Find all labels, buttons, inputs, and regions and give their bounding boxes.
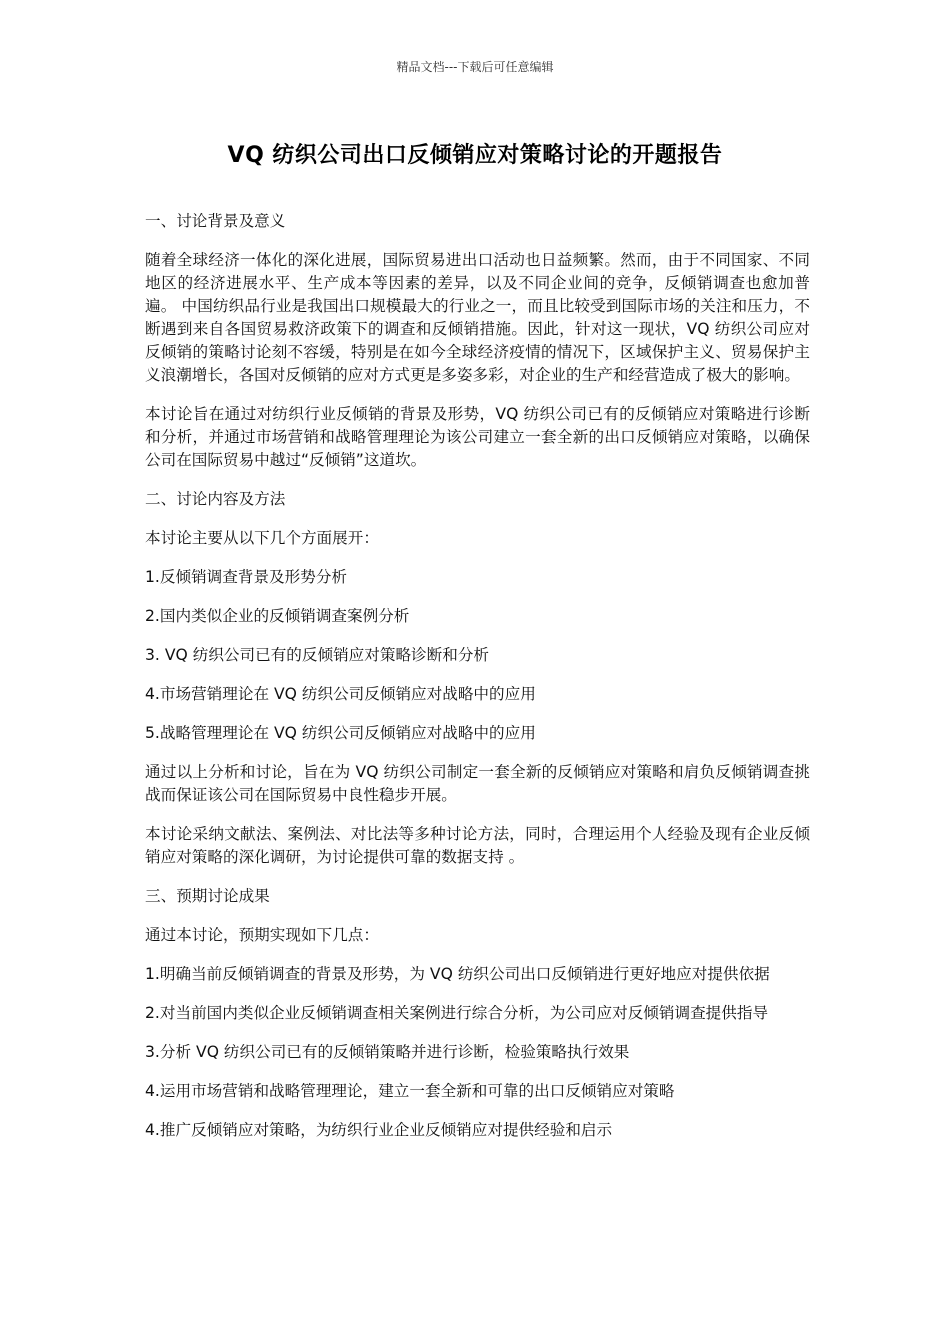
section-heading-background: 一、讨论背景及意义	[145, 212, 286, 230]
section-heading-content-methods: 二、讨论内容及方法	[145, 490, 286, 508]
list-item: 5.战略管理理论在 VQ 纺织公司反倾销应对战略中的应用	[145, 724, 536, 742]
paragraph-purpose: 本讨论旨在通过对纺织行业反倾销的背景及形势，VQ 纺织公司已有的反倾销应对策略进行诊断和分析，并通过市场营销和战略管理理论为该公司建立一套全新的出口反倾销应对策略，以确保公司在国际贸易中越过“反倾销”这道坎。	[145, 405, 810, 469]
list-item: 3. VQ 纺织公司已有的反倾销应对策略诊断和分析	[145, 646, 490, 664]
paragraph-results-intro: 通过本讨论，预期实现如下几点：	[145, 926, 379, 944]
list-item: 4.市场营销理论在 VQ 纺织公司反倾销应对战略中的应用	[145, 685, 536, 703]
list-item: 2.国内类似企业的反倾销调查案例分析	[145, 607, 410, 625]
list-item: 2.对当前国内类似企业反倾销调查相关案例进行综合分析，为公司应对反倾销调查提供指导	[145, 1004, 769, 1022]
list-item: 4.推广反倾销应对策略，为纺织行业企业反倾销应对提供经验和启示	[145, 1121, 613, 1139]
paragraph-background: 随着全球经济一体化的深化进展，国际贸易进出口活动也日益频繁。然而，由于不同国家、不同地区的经济进展水平、生产成本等因素的差异，以及不同企业间的竞争，反倾销调查也愈加普遍。 中国纺织品行业是我国出口规模最大的行业之一，而且比较受到国际市场的关注和压力，不断遇到来自各国贸易救济政策下的调查和反倾销措施。因此，针对这一现状，VQ 纺织公司应对反倾销的策略讨论刻不容缓，特别是在如今全球经济疫情的情况下，区域保护主义、贸易保护主义浪潮增长，各国对反倾销的应对方式更是多姿多彩，对企业的生产和经营造成了极大的影响。	[145, 251, 810, 384]
list-item: 4.运用市场营销和战略管理理论，建立一套全新和可靠的出口反倾销应对策略	[145, 1082, 675, 1100]
list-item: 1.明确当前反倾销调查的背景及形势，为 VQ 纺织公司出口反倾销进行更好地应对提供依据	[145, 965, 770, 983]
paragraph-content-goal: 通过以上分析和讨论，旨在为 VQ 纺织公司制定一套全新的反倾销应对策略和肩负反倾销调查挑战而保证该公司在国际贸易中良性稳步开展。	[145, 763, 810, 804]
paragraph-content-intro: 本讨论主要从以下几个方面展开：	[145, 529, 379, 547]
list-item: 1.反倾销调查背景及形势分析	[145, 568, 348, 586]
section-heading-expected-results: 三、预期讨论成果	[145, 887, 270, 905]
document-body	[145, 210, 810, 1158]
list-item: 3.分析 VQ 纺织公司已有的反倾销策略并进行诊断，检验策略执行效果	[145, 1043, 630, 1061]
document-title: VQ 纺织公司出口反倾销应对策略讨论的开题报告	[227, 143, 723, 168]
paragraph-methods: 本讨论采纳文献法、案例法、对比法等多种讨论方法，同时，合理运用个人经验及现有企业反倾销应对策略的深化调研，为讨论提供可靠的数据支持 。	[145, 825, 810, 866]
header-note: 精品文档---下载后可任意编辑	[396, 60, 554, 74]
